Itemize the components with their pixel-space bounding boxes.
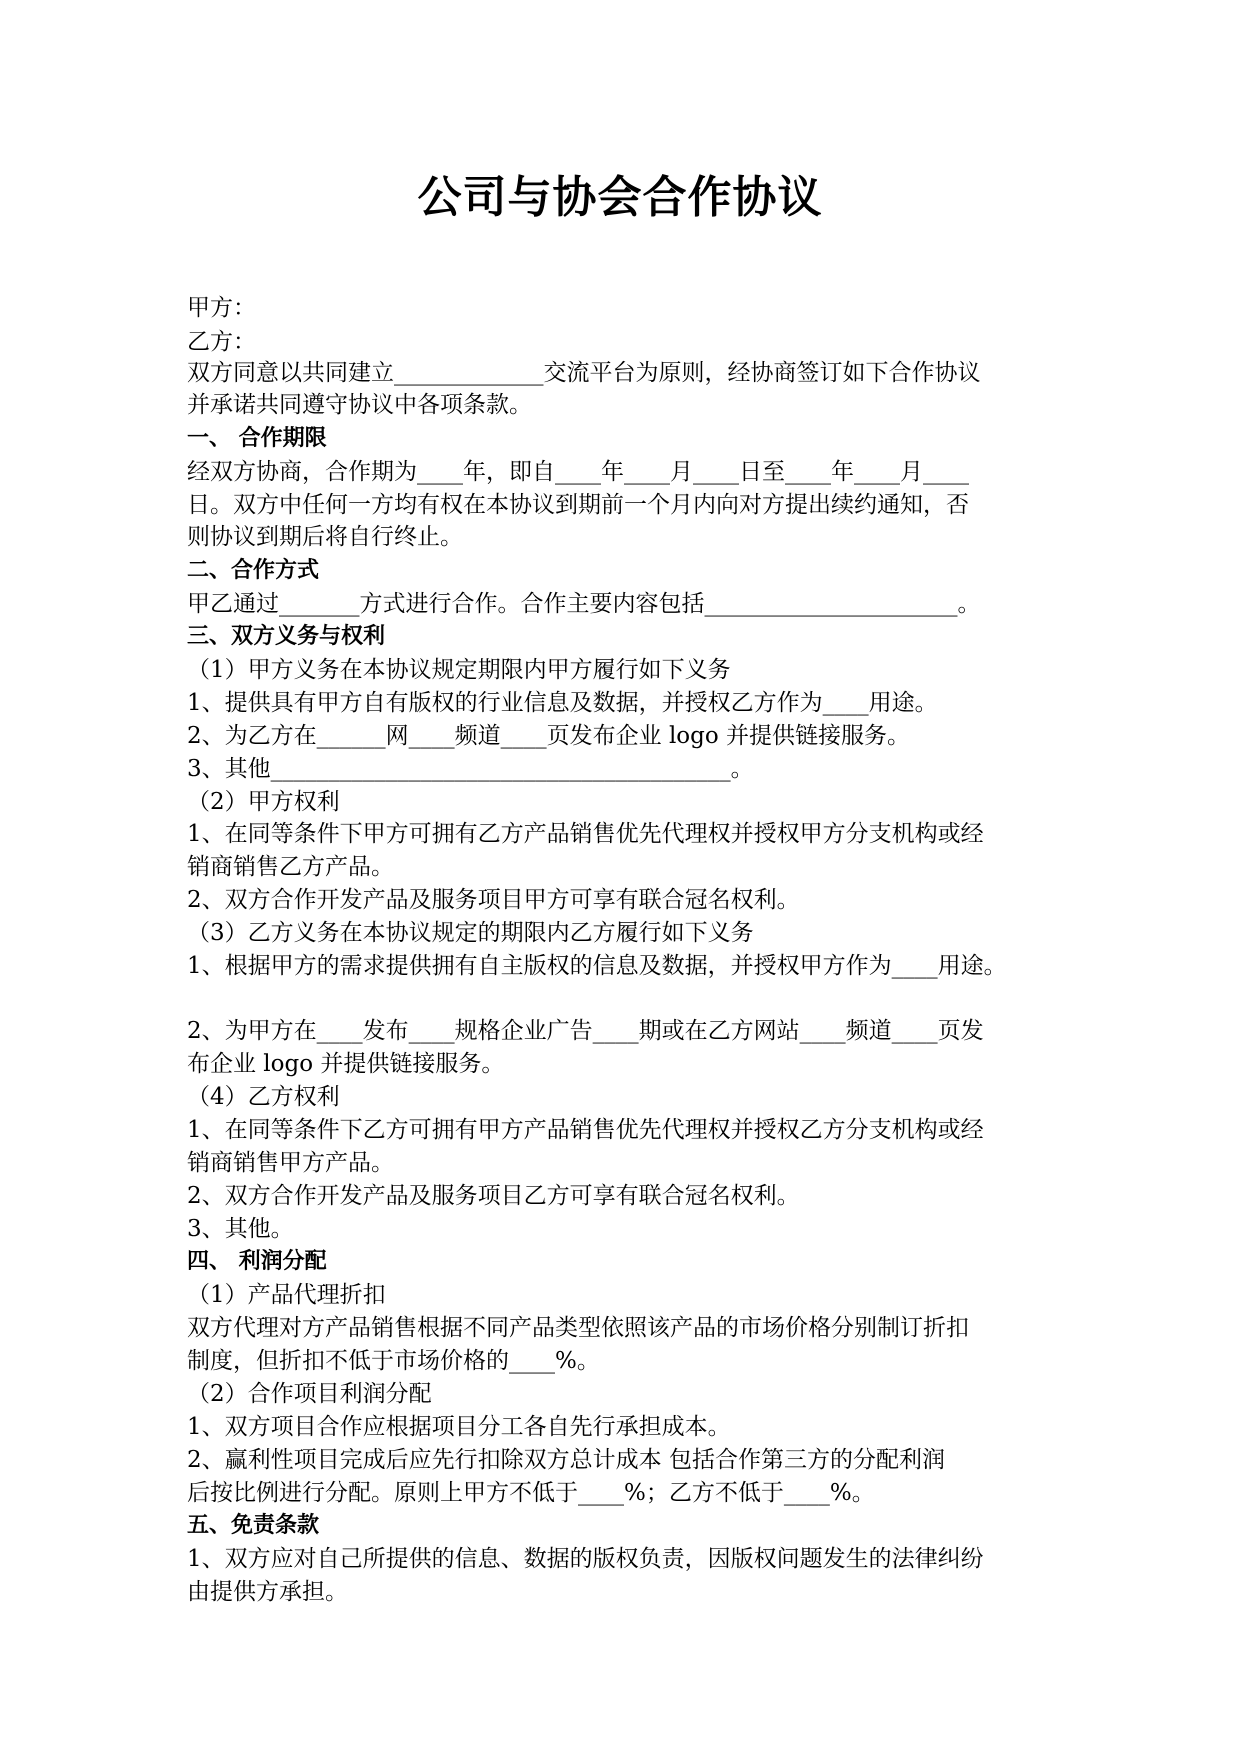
clause-3-2-1-line-1: 1、在同等条件下甲方可拥有乙方产品销售优先代理权并授权甲方分支机构或经 — [187, 821, 984, 847]
clause-3-1-3: 3、其他________________________________________。 — [187, 756, 754, 782]
preamble-line-1: 双方同意以共同建立_____________交流平台为原则，经协商签订如下合作协议 — [187, 360, 981, 386]
clause-3-1-1: 1、提供具有甲方自有版权的行业信息及数据，并授权乙方作为____用途。 — [187, 690, 938, 716]
section-4-1-line-2: 制度，但折扣不低于市场价格的____%。 — [187, 1348, 600, 1374]
subsection-3-3-heading: （3）乙方义务在本协议规定的期限内乙方履行如下义务 — [187, 920, 754, 946]
section-3-heading: 三、双方义务与权利 — [187, 624, 386, 649]
clause-3-3-1: 1、根据甲方的需求提供拥有自主版权的信息及数据，并授权甲方作为____用途。 — [187, 953, 1007, 979]
clause-3-2-2: 2、双方合作开发产品及服务项目甲方可享有联合冠名权利。 — [187, 887, 800, 913]
section-1-heading: 一、 合作期限 — [187, 426, 327, 451]
section-1-line-2: 日。双方中任何一方均有权在本协议到期前一个月内向对方提出续约通知，否 — [187, 492, 969, 518]
clause-3-4-3: 3、其他。 — [187, 1216, 294, 1242]
section-4-heading: 四、 利润分配 — [187, 1249, 327, 1274]
section-5-heading: 五、免责条款 — [187, 1513, 320, 1538]
subsection-3-1-heading: （1）甲方义务在本协议规定期限内甲方履行如下义务 — [187, 657, 731, 683]
clause-3-3-2-line-2: 布企业 logo 并提供链接服务。 — [187, 1051, 505, 1077]
clause-4-2-2-line-2: 后按比例进行分配。原则上甲方不低于____%；乙方不低于____%。 — [187, 1480, 875, 1506]
section-1-line-1: 经双方协商，合作期为____年，即自____年____月____日至____年____月____ — [187, 459, 969, 485]
clause-3-1-2: 2、为乙方在______网____频道____页发布企业 logo 并提供链接服务。 — [187, 723, 911, 749]
section-4-1-line-1: 双方代理对方产品销售根据不同产品类型依照该产品的市场价格分别制订折扣 — [187, 1315, 969, 1341]
clause-3-4-2: 2、双方合作开发产品及服务项目乙方可享有联合冠名权利。 — [187, 1183, 800, 1209]
document-title: 公司与协会合作协议 — [417, 172, 823, 223]
section-1-line-3: 则协议到期后将自行终止。 — [187, 524, 463, 550]
subsection-4-2-heading: （2）合作项目利润分配 — [187, 1381, 432, 1407]
clause-3-3-2-line-1: 2、为甲方在____发布____规格企业广告____期或在乙方网站____频道____页发 — [187, 1018, 984, 1044]
section-2-heading: 二、合作方式 — [187, 558, 320, 583]
subsection-3-4-heading: （4）乙方权利 — [187, 1084, 340, 1110]
party-a-line: 甲方： — [187, 295, 256, 321]
subsection-4-1-heading: （1）产品代理折扣 — [187, 1282, 386, 1308]
clause-3-2-1-line-2: 销商销售乙方产品。 — [187, 854, 394, 880]
clause-3-4-1-line-2: 销商销售甲方产品。 — [187, 1150, 394, 1176]
clause-3-4-1-line-1: 1、在同等条件下乙方可拥有甲方产品销售优先代理权并授权乙方分支机构或经 — [187, 1117, 984, 1143]
clause-5-1-line-2: 由提供方承担。 — [187, 1579, 348, 1605]
preamble-line-2: 并承诺共同遵守协议中各项条款。 — [187, 392, 532, 418]
subsection-3-2-heading: （2）甲方权利 — [187, 789, 340, 815]
section-2-line-1: 甲乙通过_______方式进行合作。合作主要内容包括______________________。 — [187, 591, 981, 617]
party-b-line: 乙方： — [187, 329, 256, 355]
clause-4-2-2-line-1: 2、赢利性项目完成后应先行扣除双方总计成本 包括合作第三方的分配利润 — [187, 1447, 945, 1473]
clause-4-2-1: 1、双方项目合作应根据项目分工各自先行承担成本。 — [187, 1414, 731, 1440]
clause-5-1-line-1: 1、双方应对自己所提供的信息、数据的版权负责，因版权问题发生的法律纠纷 — [187, 1546, 984, 1572]
